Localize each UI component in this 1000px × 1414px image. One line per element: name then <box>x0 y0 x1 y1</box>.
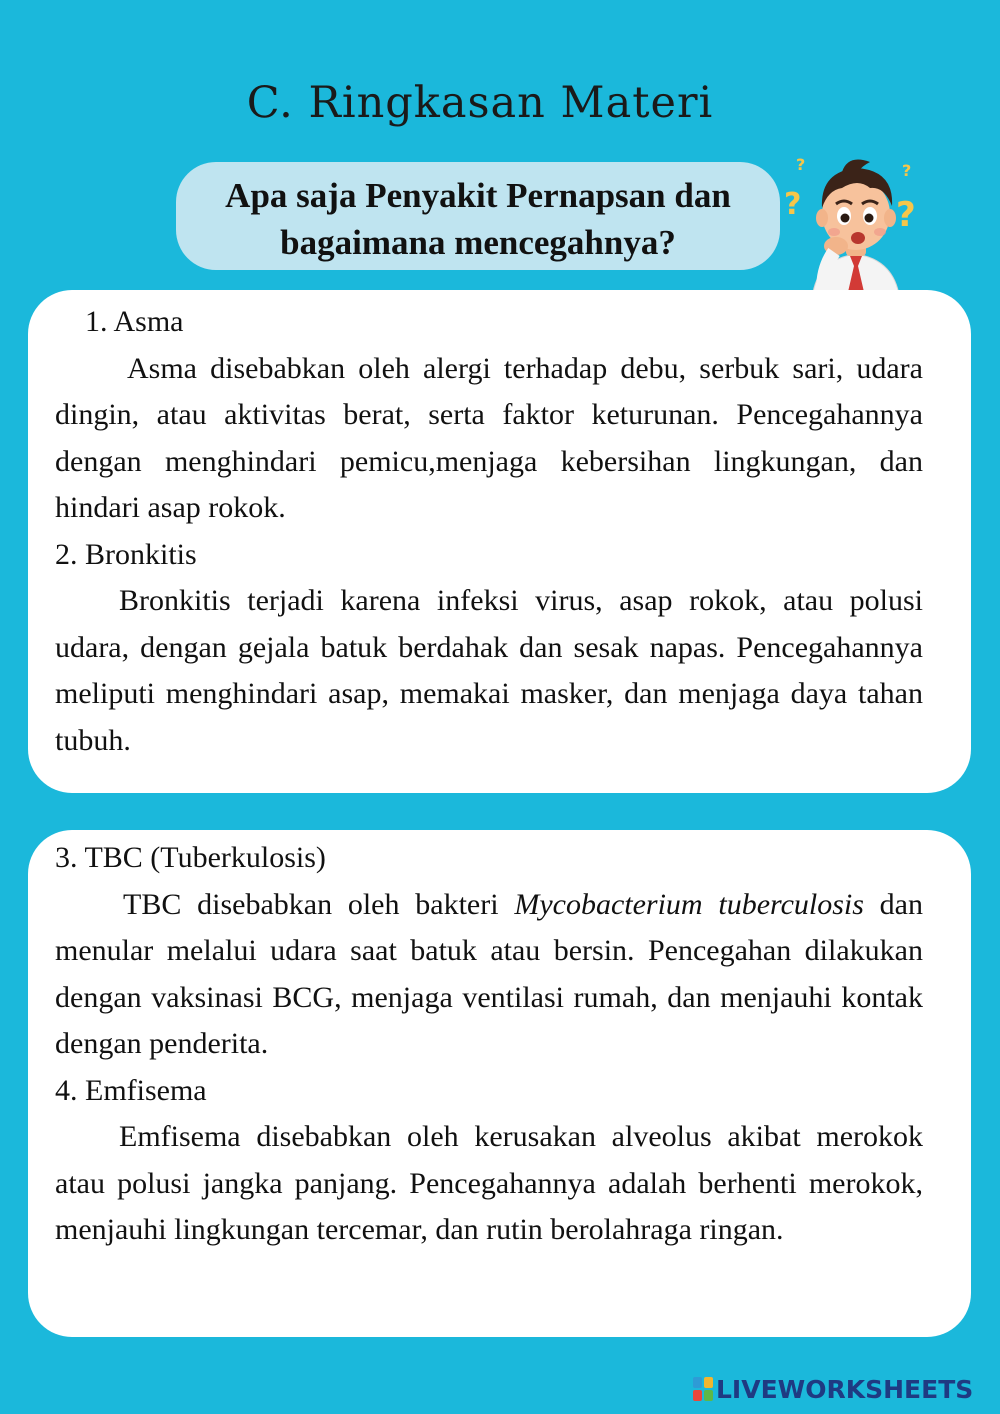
tbc-body-end: dan menular melalui udara saat batuk atau bersin. Pencegahan dilakukan dengan vaksinasi BCG, menjaga ventilasi rumah, dan menjauhi kontak dengan penderita. <box>55 887 923 1060</box>
question-line-2: bagaimana mencegahnya? <box>280 223 676 262</box>
section-body-tbc <box>55 882 923 1068</box>
section-heading-emfisema: 4. Emfisema <box>55 1073 207 1107</box>
brand-text: LIVEWORKSHEETS <box>716 1374 974 1404</box>
section-heading-tbc: 3. TBC (Tuberkulosis) <box>55 841 326 874</box>
logo-tile <box>704 1377 713 1388</box>
section-heading-bronkitis: 2. Bronkitis <box>55 537 197 571</box>
question-mark-icon: ? <box>784 187 802 222</box>
liveworksheets-brand[interactable] <box>692 1374 973 1404</box>
logo-tile <box>704 1390 713 1401</box>
question-banner <box>176 162 780 270</box>
bacteria-name: Mycobacterium tuberculosis <box>514 887 864 921</box>
summary-card-1 <box>28 290 971 793</box>
section-body-bronkitis: Bronkitis terjadi karena infeksi virus, asap rokok, atau polusi udara, dengan gejala batuk berdahak dan sesak napas. Pencegahannya meliputi menghindari asap, memakai masker, dan menjaga daya tahan tubuh. <box>55 584 923 757</box>
page-title: C. Ringkasan Materi <box>246 78 714 128</box>
question-mark-icon: ? <box>896 195 916 235</box>
liveworksheets-logo-icon <box>692 1376 714 1402</box>
logo-tile <box>693 1390 702 1401</box>
section-body-asma: Asma disebabkan oleh alergi terhadap debu, serbuk sari, udara dingin, atau aktivitas berat, serta faktor keturunan. Pencegahannya dengan menghindari pemicu,menjaga kebersihan lingkungan, dan hindari asap rokok. <box>55 351 923 524</box>
thinking-boy-illustration <box>784 142 934 302</box>
logo-tile <box>693 1377 702 1388</box>
question-line-1: Apa saja Penyakit Pernapsan dan <box>225 176 731 215</box>
summary-card-2 <box>28 830 971 1337</box>
question-mark-icon: ? <box>902 161 912 180</box>
tbc-body-start: TBC disebabkan oleh bakteri <box>123 887 515 921</box>
section-body-emfisema: Emfisema disebabkan oleh kerusakan alveolus akibat merokok atau polusi jangka panjang. Pencegahannya adalah berhenti merokok, menjauhi lingkungan tercemar, dan rutin berolahraga ringan. <box>55 1120 923 1246</box>
section-heading-asma: 1. Asma <box>85 305 184 338</box>
question-mark-icon: ? <box>796 155 806 174</box>
